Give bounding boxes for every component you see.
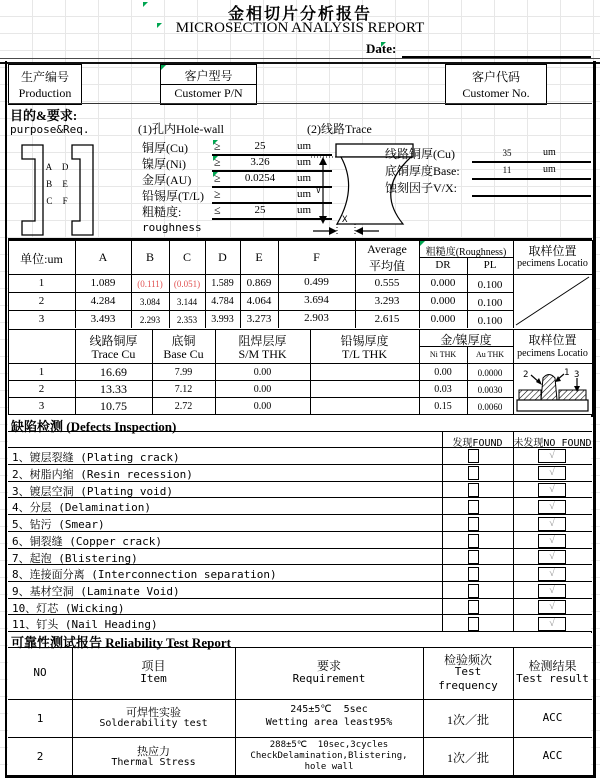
table2-sm-header-en: S/M THK [238,347,287,361]
row-no: 2 [38,295,45,307]
hole-letters-row2: B E [46,179,72,189]
check-icon: √ [549,618,555,629]
report-title-en: MICROSECTION ANALYSIS REPORT [175,20,425,36]
req-unit: um [297,204,312,216]
row-no: 3 [38,400,45,412]
check-icon: √ [549,585,555,596]
check-icon: √ [549,501,555,512]
found-checkbox[interactable] [468,550,479,564]
cell-avg: 3.293 [374,295,400,307]
cell-dr: 0.000 [430,313,456,325]
rel-result: ACC [542,749,563,762]
rel-row-no: 2 [36,750,44,763]
rel-req-header-cn: 要求 [316,659,341,673]
rel-item-header-cn: 项目 [141,659,166,673]
table2-ni-header: Ni THK [429,350,457,359]
cell-b: 3.084 [139,297,161,307]
cell-e: 3.273 [246,313,272,325]
purpose-label-cn: 目的&要求: [10,108,78,123]
cell-flag-icon [213,156,218,161]
cell-base-cu: 7.99 [174,367,193,378]
cell-flag-icon [143,2,148,7]
rel-item-en: Solderability test [99,718,208,729]
found-checkbox[interactable] [468,567,479,581]
defect-item: 9、基材空洞 (Laminate Void) [12,585,180,598]
reliability-title: 可靠性测试报告 Reliability Test Report [11,635,231,650]
rel-frequency: 1次／批 [446,751,489,765]
req-unit: um [297,188,312,200]
table1-col-b: B [145,250,154,264]
check-icon: √ [549,568,555,579]
cell-f: 2.903 [304,312,329,324]
defect-item: 3、镀层空洞 (Plating void) [12,485,173,498]
table1-location-header-cn: 取样位置 [528,244,577,258]
customer-pn-label-en: Customer P/N [174,86,243,100]
cell-flag-icon [381,42,386,47]
req-unit: um [297,156,312,168]
cell-pl: 0.100 [477,297,503,309]
trace-underline [472,161,591,163]
defect-item: 8、连接面分离 (Interconnection separation) [12,568,277,581]
cell-ni-thk: 0.00 [434,367,452,378]
check-icon: √ [549,467,555,478]
loc-label-2: 2 [523,370,529,380]
hole-letters-row1: A D [45,162,73,172]
found-checkbox[interactable] [468,517,479,531]
cell-au-thk: 0.0030 [477,385,503,395]
table2-location-header-cn: 取样位置 [528,333,577,347]
req-value[interactable]: 25 [254,140,266,152]
cell-a: 4.284 [90,295,116,307]
cell-dr: 0.000 [430,295,456,307]
req-value[interactable]: 25 [254,204,266,216]
defect-item: 1、镀层裂缝 (Plating crack) [12,451,180,464]
req-op: ≥ [214,187,221,201]
table2-au-header: Au THK [475,350,505,359]
defect-item: 7、起泡 (Blistering) [12,552,138,565]
cell-flag-icon [161,65,166,70]
defect-item: 2、树脂内缩 (Resin recession) [12,468,193,481]
cell-flag-icon [420,241,425,246]
cell-flag-icon [213,172,218,177]
req-label: 金厚(AU) [142,173,192,187]
rel-req-line: hole wall [304,762,354,772]
found-checkbox[interactable] [468,617,479,631]
rel-freq-header-en2: frequency [438,679,498,692]
table2-tl-header-en: T/L THK [342,347,387,361]
production-label-cell [8,64,82,105]
cell-e: 4.064 [246,295,272,307]
req-label: 镍厚(Ni) [142,157,186,171]
table1-avg-header-en: Average [367,242,407,256]
customer-pn-label-cn: 客户型号 [161,67,256,85]
svg-text:X: X [342,215,348,225]
rel-item-cn: 可焊性实验 [126,707,181,719]
table1-col-f: F [313,250,320,264]
rel-req-line: Wetting area least95% [265,717,393,728]
row-no: 1 [38,277,45,289]
found-checkbox[interactable] [468,584,479,598]
cell-ni-thk: 0.15 [434,401,452,412]
rel-result-header-cn: 检测结果 [528,659,577,673]
rel-req-line: CheckDelamination,Blistering, [250,751,408,761]
table2-trace-header-cn: 线路铜厚 [89,334,138,348]
check-icon: √ [549,601,555,612]
rel-result-header-en: Test result [516,672,589,685]
cell-c: 3.144 [176,297,198,307]
row-no: 2 [38,383,45,395]
rel-item-cn: 热应力 [137,746,170,758]
cell-pl: 0.100 [477,279,503,291]
table2-base-header-en: Base Cu [163,347,204,361]
check-icon: √ [549,535,555,546]
found-checkbox[interactable] [468,534,479,548]
rel-freq-header-en1: Test [454,665,482,678]
cell-c-negative: (0.051) [173,279,201,289]
req-op: ≥ [214,155,221,169]
table1-col-e: E [255,250,263,264]
cell-f: 0.499 [304,276,329,288]
cell-trace-cu: 13.33 [100,382,127,396]
cell-trace-cu: 10.75 [100,399,127,413]
cell-flag-icon [157,23,162,28]
found-checkbox[interactable] [468,466,479,480]
cell-sm-thk: 0.00 [253,367,272,378]
trace-section-title: (2)线路Trace [307,122,372,136]
not-found-checkbox[interactable] [538,449,566,463]
found-checkbox[interactable] [468,449,479,463]
cell-au-thk: 0.0000 [477,368,503,378]
table1-location-header-en: pecimens Locatio [517,258,588,269]
row-no: 1 [38,366,45,378]
cell-base-cu: 7.12 [174,384,193,395]
customer-no-label-cn: 客户代码 [471,70,520,84]
req-value[interactable]: 3.26 [250,156,270,168]
date-label: Date: [366,41,397,56]
not-found-checkbox[interactable] [538,600,566,614]
rel-result: ACC [542,711,563,724]
hole-wall-diagram [20,143,95,237]
cell-e: 0.869 [246,277,272,289]
rel-item-en: Thermal Stress [111,757,196,768]
cell-flag-icon [213,140,218,145]
info-row-divider [8,103,592,104]
found-checkbox[interactable] [468,600,479,614]
found-header: 发现FOUND [452,438,503,449]
loc-label-1: 1 [564,368,570,378]
hole-letters-row3: C F [46,196,72,206]
etch-factor-label: 蚀刻因子V/X: [385,181,458,195]
check-icon: √ [549,450,555,461]
found-checkbox[interactable] [468,483,479,497]
production-value-cell[interactable] [80,64,160,103]
cell-avg: 0.555 [374,277,400,289]
rel-freq-header-cn: 检验频次 [443,653,492,667]
table2-trace-header-en: Trace Cu [91,347,136,361]
rel-req-header-en: Requirement [292,672,366,685]
table2-sm-header-cn: 阻焊层厚 [238,334,287,348]
req-unit: um [297,140,312,152]
table1-col-a: A [98,250,108,264]
cell-d: 4.784 [211,296,234,307]
cell-au-thk: 0.0060 [477,402,503,412]
rel-req-line: 288±5℃ 10sec,3cycles [269,740,389,750]
report-title-cn: 金相切片分析报告 [227,6,372,23]
req-label: 粗糙度: [142,205,182,219]
purpose-label-en: purpose&Req. [10,123,90,136]
table1-avg-header-cn: 平均值 [368,259,405,273]
table1-pl-header: PL [483,259,497,271]
cell-pl: 0.100 [477,315,503,327]
not-found-checkbox[interactable] [538,483,566,497]
table1-col-c: C [182,250,191,264]
table2-base-header-cn: 底铜 [171,334,196,348]
defect-item: 4、分层 (Delamination) [12,501,151,514]
cell-sm-thk: 0.00 [253,384,272,395]
req-op: ≥ [214,139,221,153]
base-cu-value[interactable]: 11 [502,165,512,175]
base-underline [472,178,591,180]
not-found-checkbox[interactable] [538,584,566,598]
cell-a: 1.089 [90,277,116,289]
cell-b: 2.293 [139,315,161,325]
customer-no-value-cell[interactable] [545,64,592,103]
rel-item-header-en: Item [140,672,167,685]
cell-d: 3.993 [211,314,234,325]
trace-cu-unit: um [543,147,556,158]
rel-frequency: 1次／批 [446,713,489,727]
req-label: 铅锡厚(T/L) [142,189,204,203]
cell-avg: 2.615 [374,313,400,325]
cell-d: 1.589 [211,278,234,289]
table2-tl-header-cn: 铅锡厚度 [340,334,389,348]
row-no: 3 [38,313,45,325]
etch-underline [472,195,591,197]
req-op: ≥ [214,171,221,185]
cell-f: 3.694 [304,294,329,306]
req-value[interactable]: 0.0254 [244,172,276,184]
table1-unit-header: 单位:um [20,252,63,266]
not-found-checkbox[interactable] [538,466,566,480]
base-cu-label: 底铜厚度Base: [385,164,460,178]
req-op: ≤ [214,203,221,217]
req-label: 铜厚(Cu) [142,141,188,155]
trace-cu-value[interactable]: 35 [502,148,512,158]
customer-pn-label-cell [160,64,257,105]
rel-no-header: NO [33,666,47,679]
table1-dr-header: DR [435,259,451,271]
trace-cu-label: 线路铜厚(Cu) [385,147,455,161]
rel-row-no: 1 [36,712,44,725]
check-icon: √ [549,484,555,495]
defect-item: 6、铜裂缝 (Copper crack) [12,535,162,548]
hole-wall-section-title: (1)孔内Hole-wall [138,122,224,136]
rel-req-line: 245±5℃ 5sec [290,704,368,715]
not-found-checkbox[interactable] [538,500,566,514]
table1-roughness-header: 粗糙度(Roughness) [425,247,507,258]
found-checkbox[interactable] [468,500,479,514]
loc-label-3: 3 [574,370,580,380]
table1-col-d: D [218,250,227,264]
table2-location-header-en: pecimens Locatio [517,348,588,359]
table2-auni-header: 金/镍厚度 [440,333,492,347]
customer-no-label-cell [445,64,547,105]
specimen-location-diagram [514,364,591,414]
cell-c: 2.353 [176,315,198,325]
cell-base-cu: 2.72 [174,401,193,412]
customer-no-label-en: Customer No. [462,86,530,100]
production-label-en: Production [18,86,72,100]
cell-dr: 0.000 [430,277,456,289]
defect-item: 5、钻污 (Smear) [12,518,105,531]
not-found-checkbox[interactable] [538,534,566,548]
cell-ni-thk: 0.03 [434,384,452,395]
date-input-line[interactable] [402,43,591,58]
not-found-checkbox[interactable] [538,517,566,531]
location-diagonal [514,275,591,327]
req-unit: um [297,172,312,184]
check-icon: √ [549,518,555,529]
production-label-cn: 生产编号 [20,70,69,84]
not-found-checkbox[interactable] [538,567,566,581]
defect-item: 10、灯芯 (Wicking) [12,602,125,615]
defects-title: 缺陷检测 (Defects Inspection) [11,419,177,434]
cell-trace-cu: 16.69 [100,365,127,379]
base-cu-unit: um [543,164,556,175]
roughness-label-en: roughness [142,221,202,234]
not-found-checkbox[interactable] [538,617,566,631]
svg-text:V: V [316,186,321,195]
defect-item: 11、钉头 (Nail Heading) [12,618,158,631]
not-found-checkbox[interactable] [538,550,566,564]
cell-b-negative: (0.111) [137,279,163,289]
cell-a: 3.493 [90,313,116,325]
cell-sm-thk: 0.00 [253,401,272,412]
customer-pn-value-cell[interactable] [255,64,445,103]
not-found-header: 未发现NO FOUND [513,438,592,449]
check-icon: √ [549,551,555,562]
